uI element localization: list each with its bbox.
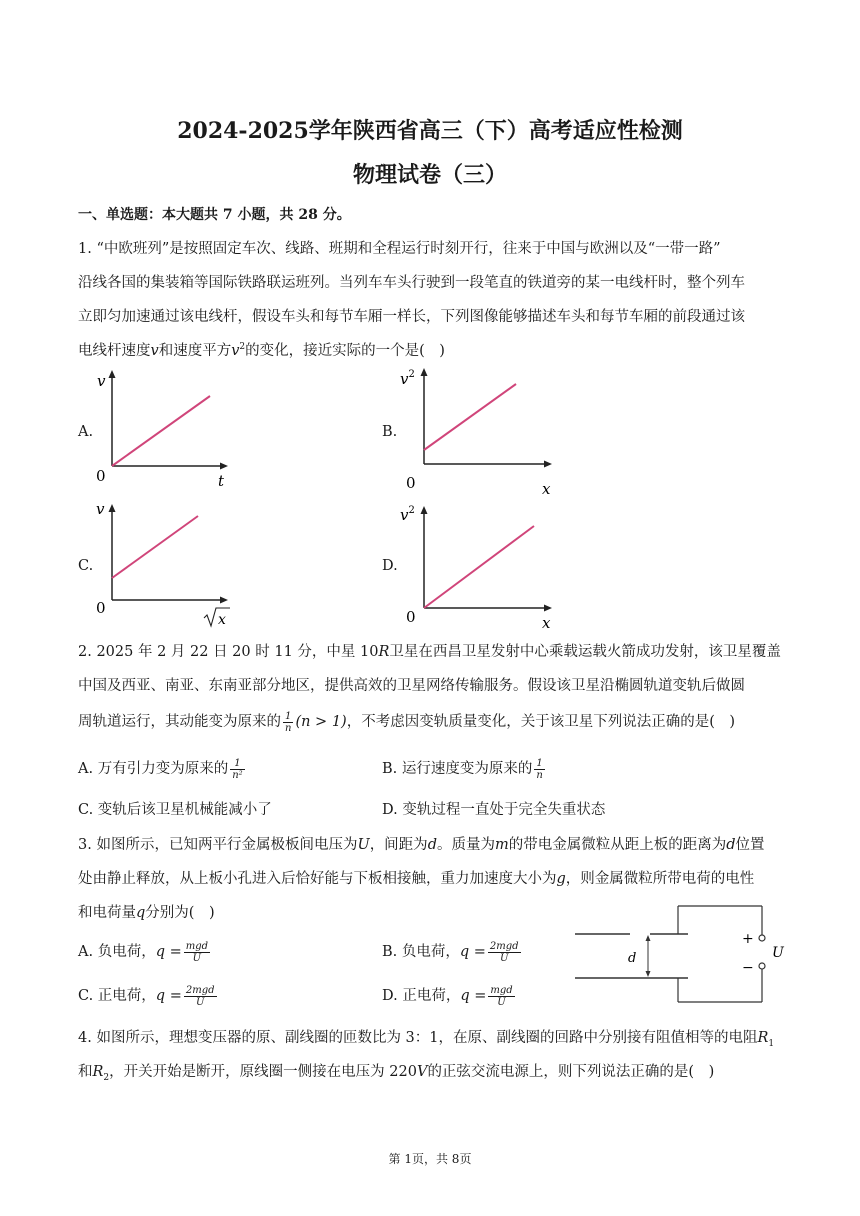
q1-line-1: 1. “中欧班列”是按照固定车次、线路、班期和全程运行时刻开行，往来于中国与欧洲以及“一带一路” bbox=[78, 241, 721, 257]
y-arrow bbox=[421, 506, 428, 514]
distance-arrow-bottom bbox=[646, 971, 651, 977]
y-arrow bbox=[109, 370, 116, 378]
q1-option-a-label: A. bbox=[78, 424, 94, 440]
q1-line-3: 立即匀加速通过该电线杆，假设车头和每节车厢一样长，下列图像能够描述车头和每节车厢的前段通过该 bbox=[78, 309, 745, 325]
q2-line-1b: 卫星在西昌卫星发射中心乘载运载火箭成功发射，该卫星覆盖 bbox=[389, 644, 781, 660]
label-minus: − bbox=[742, 960, 754, 976]
q2-line-3a: 周轨道运行，其动能变为原来的 bbox=[78, 714, 281, 730]
x-arrow bbox=[544, 461, 552, 468]
fraction: $\frac{1}{n}$ bbox=[285, 710, 292, 734]
q1-line-4b: 和速度平方 bbox=[158, 343, 232, 359]
y-label: $v^2$ bbox=[400, 369, 415, 388]
condition: (n > 1) bbox=[295, 714, 347, 730]
q3-option-c: C. 正电荷，q = $\frac{\text{2mgd}}{U}$ bbox=[78, 984, 215, 1008]
var-R: R bbox=[378, 644, 390, 660]
q2-option-b: B. 运行速度变为原来的 $\frac{1}{n}$ bbox=[382, 757, 543, 781]
x-label: t bbox=[218, 472, 225, 490]
origin-label: 0 bbox=[406, 474, 416, 492]
q2-line-3b: ，不考虑因变轨质量变化，关于该卫星下列说法正确的是( ) bbox=[346, 714, 736, 730]
q3-line-3: 和电荷量q分别为( ) bbox=[78, 905, 215, 921]
q1-option-c-label: C. bbox=[78, 558, 94, 574]
x-label: x bbox=[542, 614, 551, 632]
x-arrow bbox=[220, 463, 228, 470]
q2-line-2: 中国及西亚、南亚、东南亚部分地区，提供高效的卫星网络传输服务。假设该卫星沿椭圆轨道变轨后做圆 bbox=[78, 678, 745, 694]
x-label: x bbox=[542, 480, 551, 496]
q1-graph-a bbox=[90, 368, 250, 493]
q1-graph-b bbox=[396, 364, 566, 496]
distance-arrow-top bbox=[646, 935, 651, 941]
q1-graph-d bbox=[396, 500, 566, 632]
sup-2: 2 bbox=[239, 342, 246, 353]
origin-label: 0 bbox=[96, 467, 106, 485]
page-subtitle: 物理试卷（三） bbox=[352, 162, 507, 188]
page-footer: 第 1页，共 8页 bbox=[388, 1152, 472, 1166]
section-heading: 一、单选题：本大题共 7 小题，共 28 分。 bbox=[78, 207, 351, 223]
q1-line-2: 沿线各国的集装箱等国际铁路联运班列。当列车车头行驶到一段笔直的铁道旁的某一电线杆时，整个列车 bbox=[78, 275, 745, 291]
graph-line bbox=[112, 516, 198, 578]
y-arrow bbox=[421, 368, 428, 376]
q3-option-b: B. 负电荷，q = $\frac{\text{2mgd}}{U}$ bbox=[382, 940, 519, 964]
graph-line bbox=[424, 384, 516, 450]
q1-line-4 bbox=[78, 339, 445, 360]
q2-option-a: A. 万有引力变为原来的 $\frac{1}{\text{n²}}$ bbox=[78, 757, 243, 781]
page-title: 2024-2025学年陕西省高三（下）高考适应性检测 bbox=[177, 118, 683, 144]
label-plus: + bbox=[742, 931, 754, 947]
y-label: v bbox=[96, 500, 105, 518]
q1-line-4c: 的变化，接近实际的一个是( ) bbox=[245, 343, 445, 359]
q1-option-b-label: B. bbox=[382, 424, 398, 440]
q3-circuit-diagram bbox=[570, 900, 790, 1010]
y-arrow bbox=[109, 504, 116, 512]
origin-label: 0 bbox=[406, 608, 416, 626]
x-arrow bbox=[544, 605, 552, 612]
q2-line-1a: 2. 2025 年 2 月 22 日 20 时 11 分，中星 10 bbox=[78, 644, 379, 660]
y-label: v bbox=[97, 372, 106, 390]
q2-line-3 bbox=[78, 710, 735, 734]
x-arrow bbox=[220, 597, 228, 604]
terminal-plus bbox=[759, 935, 765, 941]
q4-line-1: 4. 如图所示，理想变压器的原、副线圈的匝数比为 3：1，在原、副线圈的回路中分别接有阻值相等的电阻$R_1$ bbox=[78, 1030, 775, 1049]
q3-line-2: 处由静止释放，从上板小孔进入后恰好能与下板相接触，重力加速度大小为g，则金属微粒所带电荷的电性 bbox=[78, 871, 755, 887]
x-label: x bbox=[218, 612, 226, 628]
q2-option-c: C. 变轨后该卫星机械能减小了 bbox=[78, 802, 272, 818]
label-d: d bbox=[628, 951, 637, 966]
q1-graph-c bbox=[90, 500, 250, 632]
q1-line-4a: 电线杆速度 bbox=[78, 343, 151, 359]
label-U: U bbox=[772, 945, 784, 961]
q1-option-d-label: D. bbox=[382, 558, 398, 574]
var-v: v bbox=[150, 343, 159, 359]
sqrt-sign bbox=[204, 608, 230, 626]
terminal-minus bbox=[759, 963, 765, 969]
q3-line-1: 3. 如图所示，已知两平行金属极板间电压为U，间距为d。质量为m的带电金属微粒从距上板的距离为d位置 bbox=[78, 837, 765, 853]
q2-line-1 bbox=[78, 640, 781, 661]
var-v2: v bbox=[231, 343, 240, 359]
q2-option-d: D. 变轨过程一直处于完全失重状态 bbox=[382, 802, 606, 818]
q4-line-2: 和$R_2$，开关开始是断开，原线圈一侧接在电压为 220V的正弦交流电源上，则下列说法正确的是( ) bbox=[78, 1064, 715, 1083]
graph-line bbox=[112, 396, 210, 466]
y-label: $v^2$ bbox=[400, 505, 415, 524]
origin-label: 0 bbox=[96, 599, 106, 617]
graph-line bbox=[424, 526, 534, 608]
q3-option-d: D. 正电荷，q = $\frac{\text{mgd}}{U}$ bbox=[382, 984, 513, 1008]
q3-option-a: A. 负电荷，q = $\frac{\text{mgd}}{U}$ bbox=[78, 940, 209, 964]
